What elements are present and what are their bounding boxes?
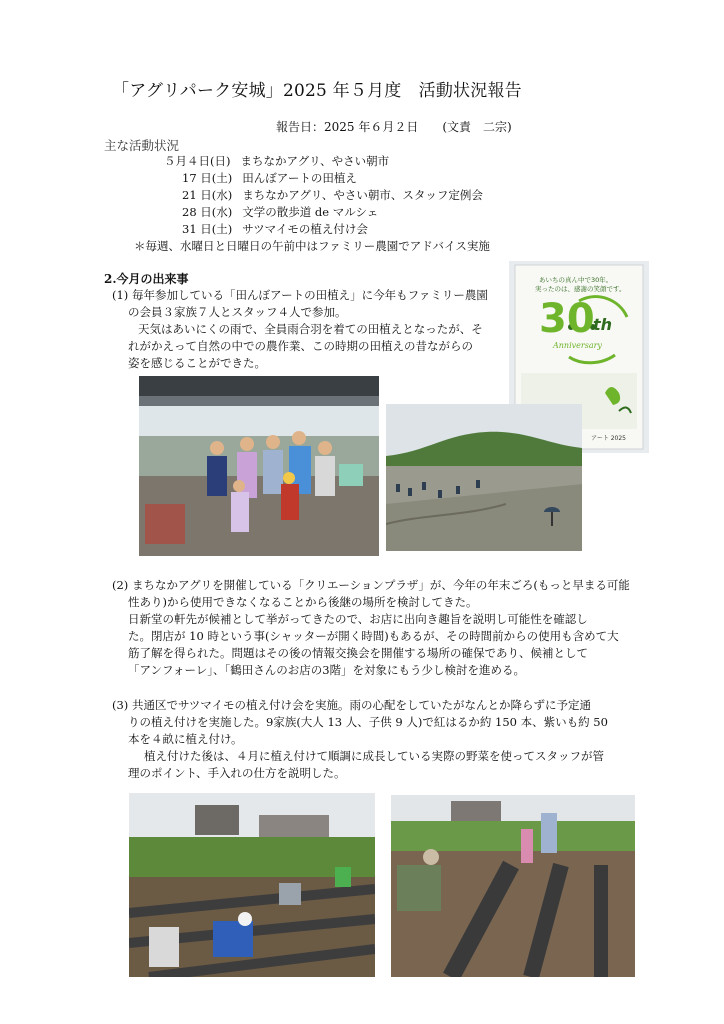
page-title: 「アグリパーク安城」2025 年５月度 活動状況報告 [112, 81, 522, 101]
activity-desc: まちなかアグリ、やさい朝市 [240, 154, 390, 168]
activity-date: ５月４日(日) [164, 154, 231, 168]
poster-anniversary: Anniversary [553, 341, 602, 350]
poster-top-text: あいちの真ん中で30年。 [539, 276, 613, 284]
activity-desc: 田んぼアートの田植え [242, 171, 357, 185]
paragraph-line: た。閉店が 10 時という事(シャッターが開く時間)もあるが、その時間前からの使用も含めて大 [128, 629, 619, 643]
sweet-potato-planting-photo-1 [129, 793, 375, 977]
paragraph-3 [112, 697, 608, 782]
main-activities-heading: 主な活動状況 [104, 138, 180, 153]
paragraph-line: (3) 共通区でサツマイモの植え付け会を実施。雨の心配をしていたがなんとか降らずに予定通 [112, 698, 592, 712]
activity-item [182, 170, 357, 186]
group-photo [139, 376, 379, 556]
paragraph-line: 「アンフォーレ」、「鶴田さんのお店の3階」を対象にもう少し検討を進める。 [128, 663, 526, 677]
weekly-note: ＊毎週、水曜日と日曜日の午前中はファミリー農園でアドバイス実施 [134, 239, 490, 253]
activity-date: 17 日(土) [182, 171, 233, 185]
paragraph-line: 本を４畝に植え付け。 [128, 732, 243, 746]
activity-desc: サツマイモの植え付け会 [242, 222, 368, 236]
poster-suffix: th [593, 315, 613, 334]
activity-date: 21 日(水) [182, 188, 233, 202]
paragraph-2 [112, 577, 630, 679]
poster-top-text2: 実ったのは、感謝の笑顔です。 [535, 285, 626, 293]
paragraph-1 [112, 287, 488, 372]
paragraph-line: (2) まちなかアグリを開催している「クリエーションプラザ」が、今年の年末ごろ(もっと早まる可能 [112, 578, 630, 592]
sweet-potato-planting-photo-2 [391, 795, 635, 977]
activity-date: 31 日(土) [182, 222, 233, 236]
paragraph-line: の会員３家族７人とスタッフ４人で参加。 [128, 305, 347, 319]
paragraph-line: 筋了解を得られた。問題はその後の情報交換会を開催する場所の確保であり、候補として [128, 646, 588, 660]
activity-desc: 文学の散歩道 de マルシェ [242, 205, 379, 219]
paragraph-line: 天気はあいにくの雨で、全員雨合羽を着ての田植えとなったが、そ [138, 322, 483, 336]
paragraph-line: れがかえって自然の中での農作業、この時期の田植えの昔ながらの [128, 339, 473, 353]
paragraph-line: 理のポイント、手入れの仕方を説明した。 [128, 766, 346, 780]
activity-desc: まちなかアグリ、やさい朝市、スタッフ定例会 [242, 188, 483, 202]
paragraph-line: 植え付けた後は、４月に植え付けて順調に成長している実際の野菜を使ってスタッフが管 [144, 749, 604, 763]
activity-item [182, 204, 378, 220]
poster-footer: アート 2025 [591, 435, 626, 442]
activity-item [182, 221, 368, 237]
activity-item [182, 187, 483, 203]
section2-heading: 2.今月の出来事 [104, 272, 189, 286]
paragraph-line: 日新堂の軒先が候補として挙がってきたので、お店に出向き趣旨を説明し可能性を確認し [128, 612, 588, 626]
rice-paddy-photo [386, 404, 582, 551]
paragraph-line: (1) 毎年参加している「田んぼアートの田植え」に今年もファミリー農園 [112, 288, 488, 302]
activity-date: 28 日(水) [182, 205, 233, 219]
activity-item [164, 153, 389, 169]
paragraph-line: 姿を感じることができた。 [128, 356, 266, 370]
paragraph-line: 性あり)から使用できなくなることから後継の場所を検討してきた。 [128, 595, 478, 609]
paragraph-line: りの植え付けを実施した。9家族(大人 13 人、子供 9 人)で紅はるか約 150 本、紫いも約 50 [128, 715, 608, 729]
report-date: 報告日：2025 年６月２日 (文責 二宗) [276, 120, 512, 134]
poster-big-number: 30 [539, 296, 595, 342]
